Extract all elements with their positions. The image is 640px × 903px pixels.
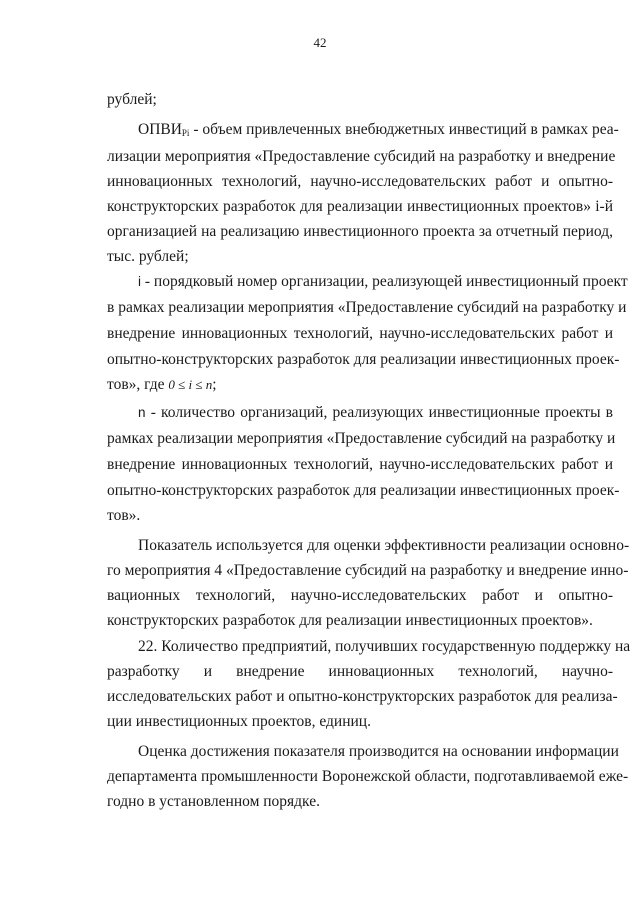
text-line: го мероприятия 4 «Предоставление субсидий на разработку и внедрение инно-: [107, 562, 629, 579]
text-line: Оценка достижения показателя производится на основании информации: [138, 743, 619, 760]
text-fragment: - порядковый номер организации, реализующей инвестиционный проект: [141, 273, 628, 290]
text-line: [107, 375, 217, 395]
text-line: лизации мероприятия «Предоставление субсидий на разработку и внедрение: [107, 148, 616, 165]
text-line: вационных технологий, научно-исследовательских работ и опытно-: [107, 587, 613, 604]
text-line: Показатель используется для оценки эффективности реализации основно-: [138, 537, 630, 554]
text-line: разработку и внедрение инновационных технологий, научно-: [107, 663, 613, 680]
text-line: [138, 272, 628, 292]
term: ОПВИ: [138, 121, 182, 138]
term: i: [138, 274, 141, 289]
term: n: [138, 405, 146, 420]
text-fragment: - количество организаций, реализующих инвестиционные проекты в: [145, 404, 613, 421]
text-fragment: тов», где: [107, 376, 169, 393]
text-line: в рамках реализации мероприятия «Предоставление субсидий на разработку и: [107, 299, 627, 316]
text-line: опытно-конструкторских разработок для реализации инвестиционных проек-: [107, 351, 620, 368]
text-line: годно в установленном порядке.: [107, 793, 320, 810]
text-line: тов».: [107, 507, 141, 524]
text-line: рамках реализации мероприятия «Предоставление субсидий на разработку и: [107, 430, 616, 447]
text-line: организацией на реализацию инвестиционного проекта за отчетный период,: [107, 223, 613, 240]
text-line: ции инвестиционных проектов, единиц.: [107, 713, 371, 730]
text-line: конструкторских разработок для реализации инвестиционных проектов».: [107, 612, 593, 629]
text-line: инновационных технологий, научно-исследовательских работ и опытно-: [107, 173, 613, 190]
text-line: исследовательских работ и опытно-конструкторских разработок для реализа-: [107, 688, 618, 705]
text-fragment: ;: [212, 376, 217, 393]
text-line: конструкторских разработок для реализации инвестиционных проектов» i-й: [107, 198, 613, 215]
text-line: рублей;: [107, 91, 157, 108]
text-line: департамента промышленности Воронежской области, подготавливаемой еже-: [107, 768, 629, 785]
text-line: внедрение инновационных технологий, научно-исследовательских работ и: [107, 325, 613, 342]
text-line: внедрение инновационных технологий, научно-исследовательских работ и: [107, 456, 613, 473]
text-line: опытно-конструкторских разработок для реализации инвестиционных проек-: [107, 482, 620, 499]
text-line: 22. Количество предприятий, получивших государственную поддержку на: [138, 638, 631, 655]
term-subscript: Рi: [181, 128, 190, 138]
text-line: [138, 120, 619, 143]
page-number: 42: [313, 35, 327, 50]
text-fragment: - объем привлеченных внебюджетных инвестиций в рамках реа-: [189, 121, 619, 138]
text-line: тыс. рублей;: [107, 248, 189, 265]
text-line: [138, 403, 613, 423]
math-expression: 0 ≤ i ≤ n: [168, 377, 213, 392]
